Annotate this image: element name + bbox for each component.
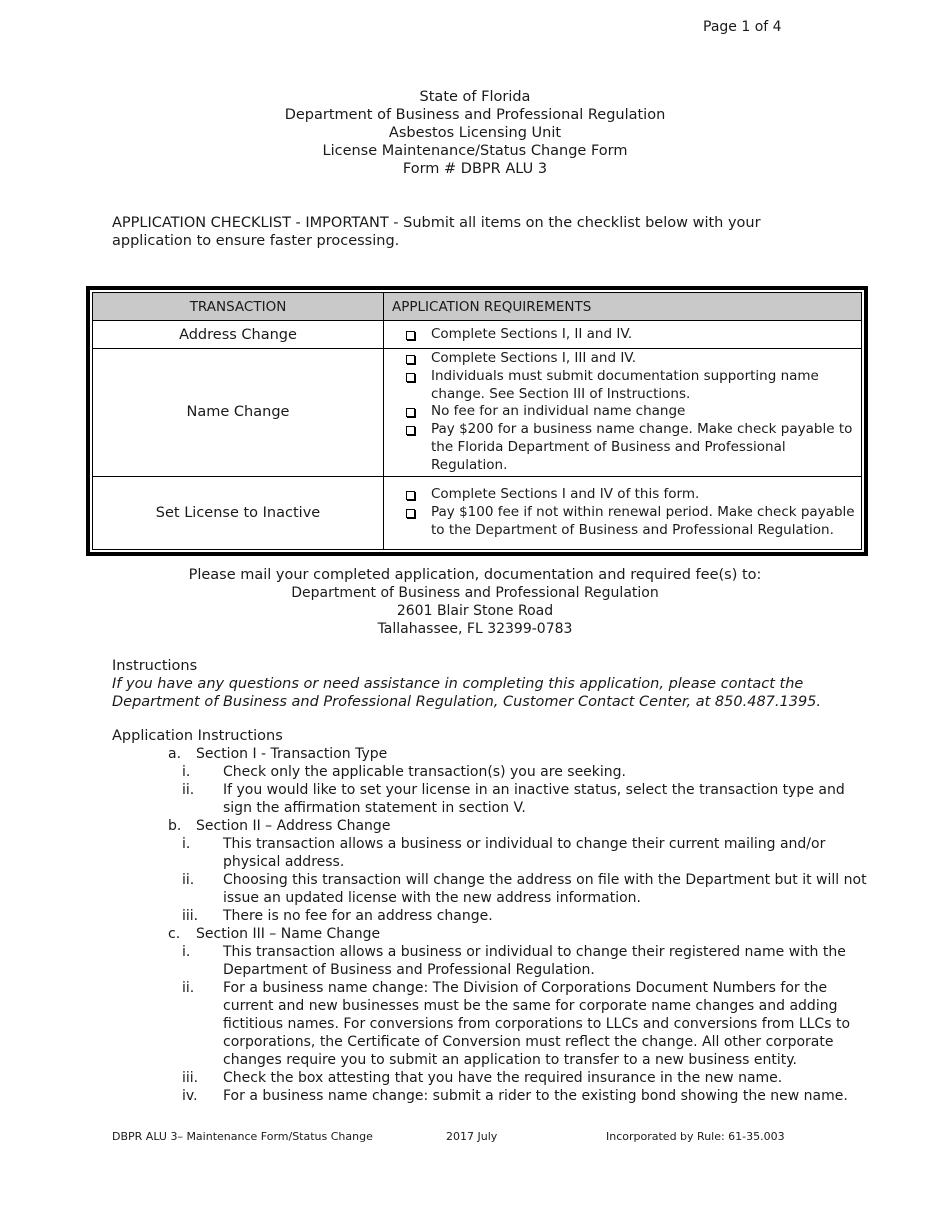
list-item: iv. For a business name change: submit a rider to the existing bond showing the new name. — [182, 1088, 848, 1104]
requirements-table — [92, 292, 862, 550]
page-number: Page 1 of 4 — [703, 19, 782, 35]
instructions-block — [112, 657, 872, 711]
section-heading: c. Section III – Name Change — [168, 926, 381, 942]
list-item: Complete Sections I and IV of this form. — [404, 486, 857, 504]
header-form-number: Form # DBPR ALU 3 — [402, 161, 548, 177]
checkbox-icon — [406, 331, 415, 340]
header-transaction: TRANSACTION — [93, 293, 384, 321]
requirements-table-frame — [86, 286, 868, 556]
mail-line-1: Department of Business and Professional Regulation — [291, 585, 659, 601]
list-item: ii. For a business name change: The Division of Corporations Document Numbers for the current and new businesses must be the same for corporate name changes and adding fictitious names. For conversions from corporations to LLCs and conversions from LLCs to corporations, the Certificate of Conversion must reflect the change. All other corporate changes require you to submit an application to transfer to a new business entity. — [182, 980, 851, 1068]
checklist-note: APPLICATION CHECKLIST - IMPORTANT - Submit all items on the checklist below with your application to ensure faster processing. — [112, 215, 761, 249]
form-header — [0, 88, 950, 178]
checkbox-icon — [406, 509, 415, 518]
transaction-cell: Address Change — [93, 321, 384, 349]
list-item: i. Check only the applicable transaction(s) you are seeking. — [182, 764, 626, 780]
mailing-address-block — [0, 566, 950, 638]
header-unit: Asbestos Licensing Unit — [388, 125, 562, 141]
header-requirements: APPLICATION REQUIREMENTS — [384, 293, 862, 321]
list-item: iii. There is no fee for an address change. — [182, 908, 493, 924]
application-instructions — [112, 727, 872, 1105]
checkbox-icon — [406, 373, 415, 382]
list-item: Complete Sections I, III and IV. — [404, 350, 857, 368]
table-header-row — [93, 293, 862, 321]
instructions-text: If you have any questions or need assistance in completing this application, please contact the Department of Business and Professional Regulation, Customer Contact Center, at 850.487.1395. — [112, 676, 822, 710]
section-heading: a. Section I - Transaction Type — [168, 746, 388, 762]
checkbox-icon — [406, 355, 415, 364]
table-row — [93, 349, 862, 477]
list-item: Pay $200 for a business name change. Make check payable to the Florida Department of Business and Professional Regulation. — [404, 421, 857, 474]
list-item: Pay $100 fee if not within renewal period. Make check payable to the Department of Business and Professional Regulation. — [404, 504, 857, 540]
checkbox-icon — [406, 426, 415, 435]
instructions-title: Instructions — [112, 658, 198, 674]
list-item: Individuals must submit documentation supporting name change. See Section III of Instructions. — [404, 368, 857, 404]
requirements-cell — [384, 349, 862, 477]
footer-rule: Incorporated by Rule: 61-35.003 — [606, 1130, 785, 1143]
table-row — [93, 321, 862, 349]
list-item: i. This transaction allows a business or individual to change their registered name with the Department of Business and Professional Regulation. — [182, 944, 846, 978]
mail-lead: Please mail your completed application, documentation and required fee(s) to: — [188, 567, 762, 583]
list-item: No fee for an individual name change — [404, 403, 857, 421]
requirements-cell — [384, 321, 862, 349]
header-state: State of Florida — [419, 89, 531, 105]
section-heading: b. Section II – Address Change — [168, 818, 391, 834]
mail-line-2: 2601 Blair Stone Road — [396, 603, 554, 619]
list-item: Complete Sections I, II and IV. — [404, 326, 857, 344]
table-row — [93, 476, 862, 549]
transaction-cell: Set License to Inactive — [93, 476, 384, 549]
transaction-cell: Name Change — [93, 349, 384, 477]
application-instructions-title: Application Instructions — [112, 728, 283, 744]
header-department: Department of Business and Professional Regulation — [284, 107, 666, 123]
checkbox-icon — [406, 491, 415, 500]
footer-form: DBPR ALU 3– Maintenance Form/Status Change — [112, 1130, 373, 1143]
requirements-cell — [384, 476, 862, 549]
list-item: ii. If you would like to set your license in an inactive status, select the transaction type and sign the affirmation statement in section V. — [182, 782, 845, 816]
footer-date: 2017 July — [446, 1130, 498, 1143]
header-form-title: License Maintenance/Status Change Form — [322, 143, 628, 159]
list-item: iii. Check the box attesting that you have the required insurance in the new name. — [182, 1070, 783, 1086]
checkbox-icon — [406, 408, 415, 417]
list-item: i. This transaction allows a business or individual to change their current mailing and/or physical address. — [182, 836, 826, 870]
list-item: ii. Choosing this transaction will change the address on file with the Department but it will not issue an updated license with the new address information. — [182, 872, 867, 906]
mail-line-3: Tallahassee, FL 32399-0783 — [377, 621, 573, 637]
